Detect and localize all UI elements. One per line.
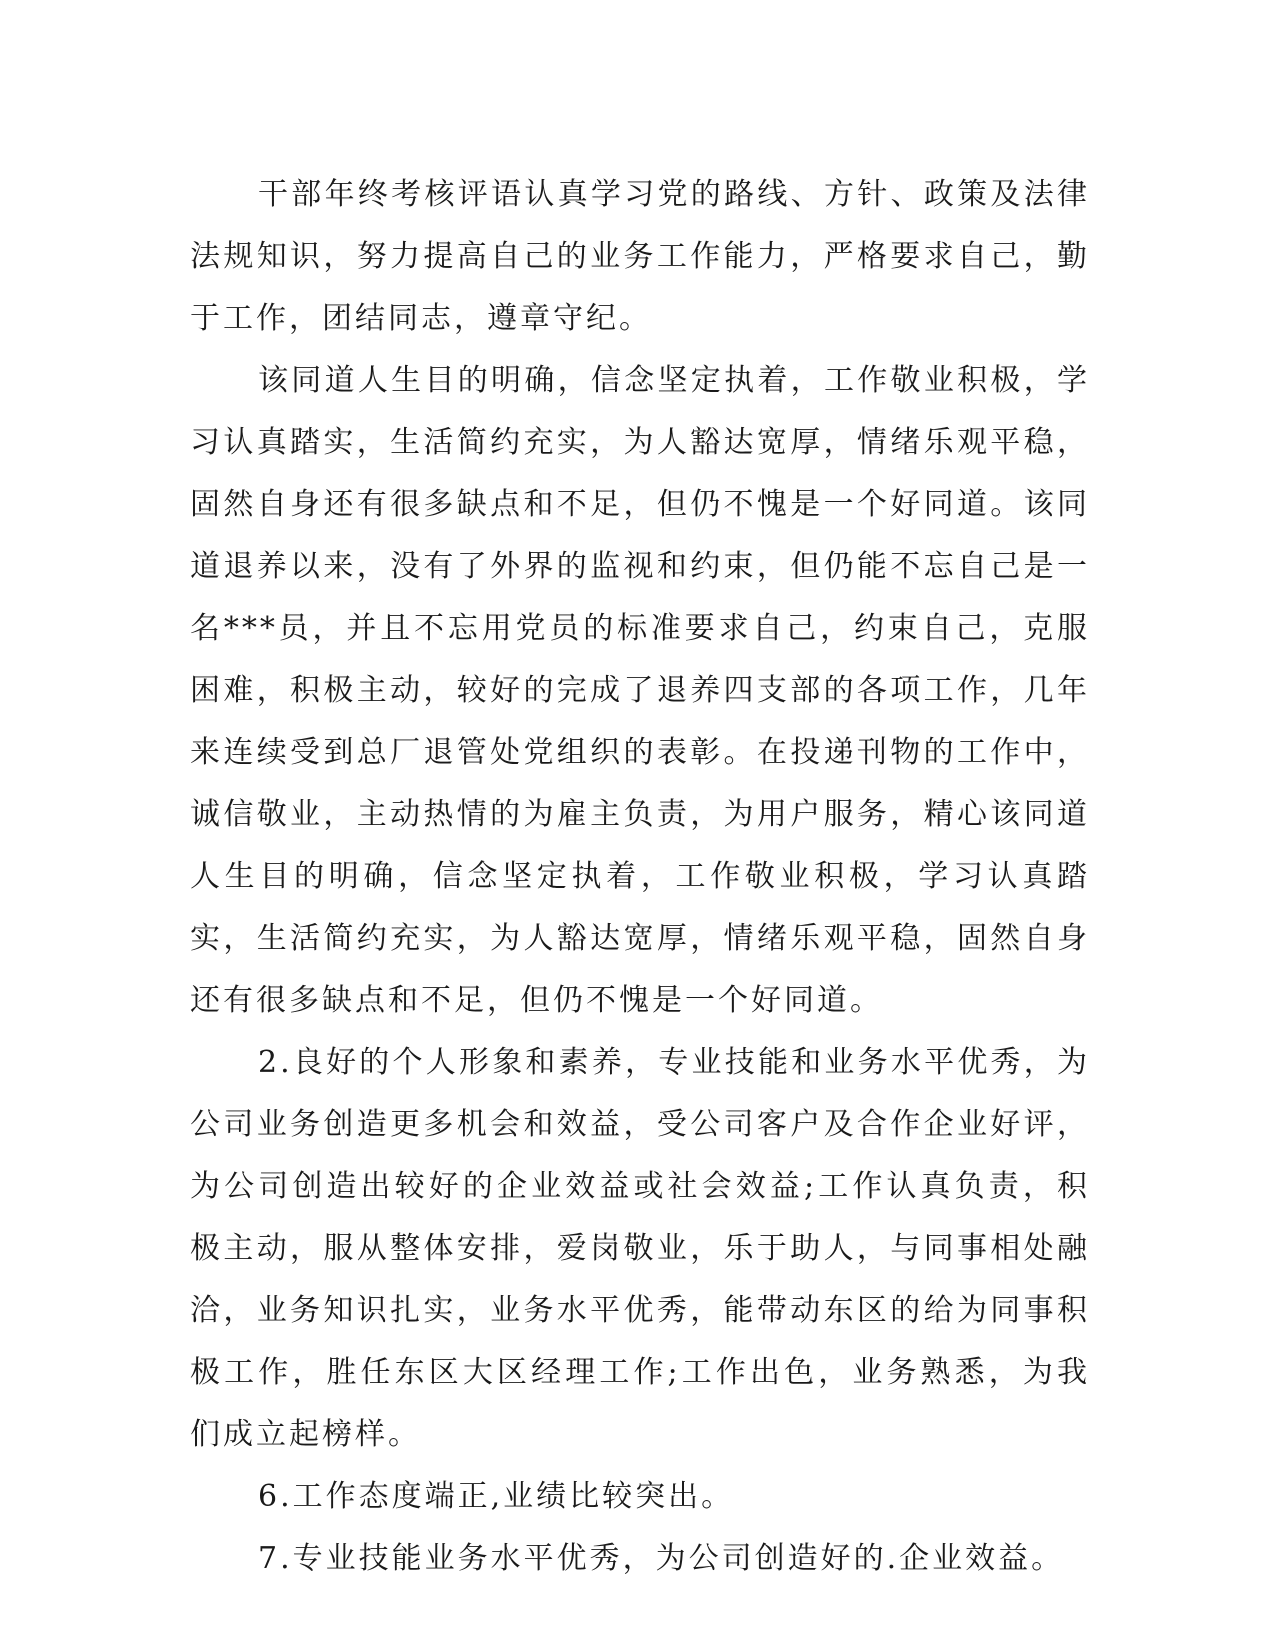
- paragraph-item-6: 6.工作态度端正,业绩比较突出。: [258, 1479, 735, 1514]
- paragraph-item-2: 2.良好的个人形象和素养，专业技能和业务水平优秀，为公司业务创造更多机会和效益，受公司客户及合作企业好评，为公司创造出较好的企业效益或社会效益;工作认真负责，积极主动，服从整体安排，爱岗敬业，乐于助人，与同事相处融洽，业务知识扎实，业务水平优秀，能带动东区的给为同事积极工作，胜任东区大区经理工作;工作出色，业务熟悉，为我们成立起榜样。: [190, 1045, 1090, 1452]
- paragraph-item-7: 7.专业技能业务水平优秀，为公司创造好的.企业效益。: [258, 1541, 1065, 1576]
- paragraph-evaluation-intro: 干部年终考核评语认真学习党的路线、方针、政策及法律法规知识，努力提高自己的业务工作能力，严格要求自己，勤于工作，团结同志，遵章守纪。: [190, 177, 1090, 336]
- document-body: [190, 164, 1090, 1590]
- paragraph-comrade-description: 该同道人生目的明确，信念坚定执着，工作敬业积极，学习认真踏实，生活简约充实，为人豁达宽厚，情绪乐观平稳，固然自身还有很多缺点和不足，但仍不愧是一个好同道。该同道退养以来，没有了外界的监视和约束，但仍能不忘自己是一名***员，并且不忘用党员的标准要求自己，约束自己，克服困难，积极主动，较好的完成了退养四支部的各项工作，几年来连续受到总厂退管处党组织的表彰。在投递刊物的工作中，诚信敬业，主动热情的为雇主负责，为用户服务，精心该同道人生目的明确，信念坚定执着，工作敬业积极，学习认真踏实，生活简约充实，为人豁达宽厚，情绪乐观平稳，固然自身还有很多缺点和不足，但仍不愧是一个好同道。: [190, 363, 1090, 1018]
